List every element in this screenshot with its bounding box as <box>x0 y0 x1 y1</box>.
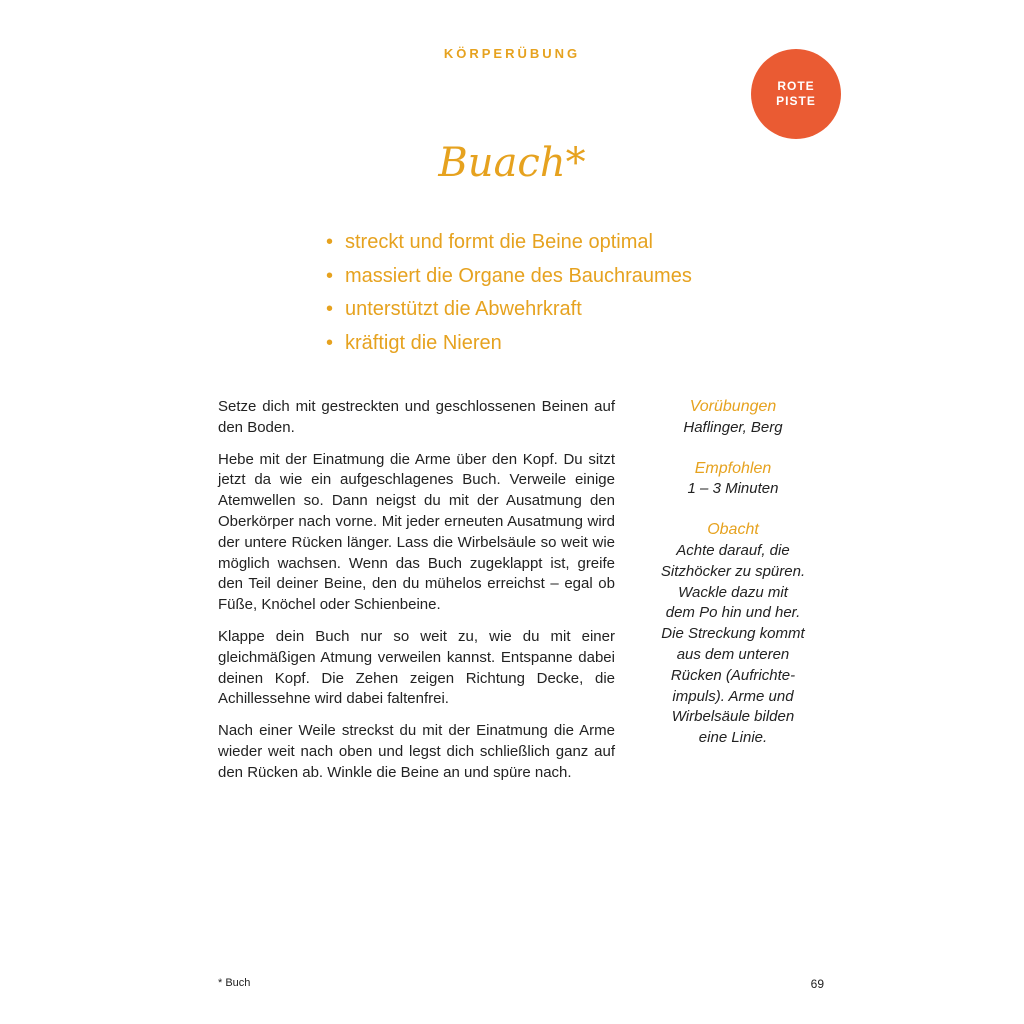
caution-line: Wirbelsäule bilden <box>671 708 795 726</box>
bullet-icon: • <box>326 331 334 354</box>
instruction-paragraph: Klappe dein Buch nur so weit zu, wie du mit einer gleichmäßigen Atmung verweilen kannst. Entspanne dabei deinen Kopf. Die Zehen zeigen Richtung Decke, die Achillessehne wird dabei faltenfrei. <box>218 627 615 708</box>
benefit-item <box>326 293 692 327</box>
page-number: 69 <box>810 977 824 991</box>
preparation-heading: Vorübungen <box>689 398 777 415</box>
caution-line: Achte darauf, die <box>676 541 790 559</box>
caution-line: impuls). Arme und <box>672 687 794 705</box>
caution-line: Wackle dazu mit <box>678 583 788 601</box>
caution-line: eine Linie. <box>698 729 768 747</box>
benefits-list <box>326 226 692 360</box>
bullet-icon: • <box>326 231 334 253</box>
recommended-text: 1 – 3 Minuten <box>687 480 779 498</box>
caution-line: aus dem unteren <box>676 645 790 663</box>
preparation-text: Haflinger, Berg <box>683 418 783 436</box>
caution-line: dem Po hin und her. <box>665 604 801 622</box>
benefit-item <box>326 226 692 260</box>
exercise-title: Buach* <box>438 140 586 186</box>
bullet-icon: • <box>326 298 334 321</box>
caution-line: Sitzhöcker zu spüren. <box>660 562 806 580</box>
badge-line-1: ROTE <box>777 79 815 93</box>
instructions-body <box>218 397 615 795</box>
instruction-paragraph: Hebe mit der Einatmung die Arme über den Kopf. Du sitzt jetzt da wie ein aufgeschlagenes Buch. Verweile einige Atemwellen so. Dann neigst du mit der Ausatmung den Oberkörper nach vorne. Mit jeder erneuten Ausatmung wird der untere Rücken länger. Lass die Wirbelsäule so weit wie möglich wachsen. Wenn das Buch zugeklappt ist, greife den Teil deiner Beine, den du mühelos erreichst – egal ob Füße, Knöchel oder Schienbeine. <box>218 450 615 614</box>
caution-heading: Obacht <box>707 521 759 539</box>
difficulty-badge <box>751 49 841 139</box>
sidebar <box>618 397 848 769</box>
recommended-block <box>618 459 848 501</box>
bullet-icon: • <box>326 264 334 287</box>
benefit-item <box>326 260 692 294</box>
preparation-block <box>618 397 848 439</box>
caution-line: Rücken (Aufrichte- <box>670 666 796 684</box>
benefit-text: kräftigt die Nieren <box>345 331 502 354</box>
caution-line: Die Streckung kommt <box>661 625 805 643</box>
benefit-item <box>326 327 692 361</box>
recommended-heading: Empfohlen <box>694 459 772 477</box>
benefit-text: massiert die Organe des Bauchraumes <box>345 264 692 287</box>
badge-line-2: PISTE <box>776 94 816 108</box>
footnote: * Buch <box>218 977 251 989</box>
section-label: KÖRPERÜBUNG <box>443 46 581 61</box>
instruction-paragraph: Nach einer Weile streckst du mit der Einatmung die Arme wieder weit nach oben und legst dich schließlich ganz auf den Rücken ab. Winkle die Beine an und spüre nach. <box>218 722 615 781</box>
benefit-text: unterstützt die Abwehrkraft <box>345 298 582 321</box>
benefit-text: streckt und formt die Beine optimal <box>345 231 653 253</box>
caution-block <box>618 520 848 749</box>
instruction-paragraph: Setze dich mit gestreckten und geschlossenen Beinen auf den Boden. <box>218 398 615 436</box>
